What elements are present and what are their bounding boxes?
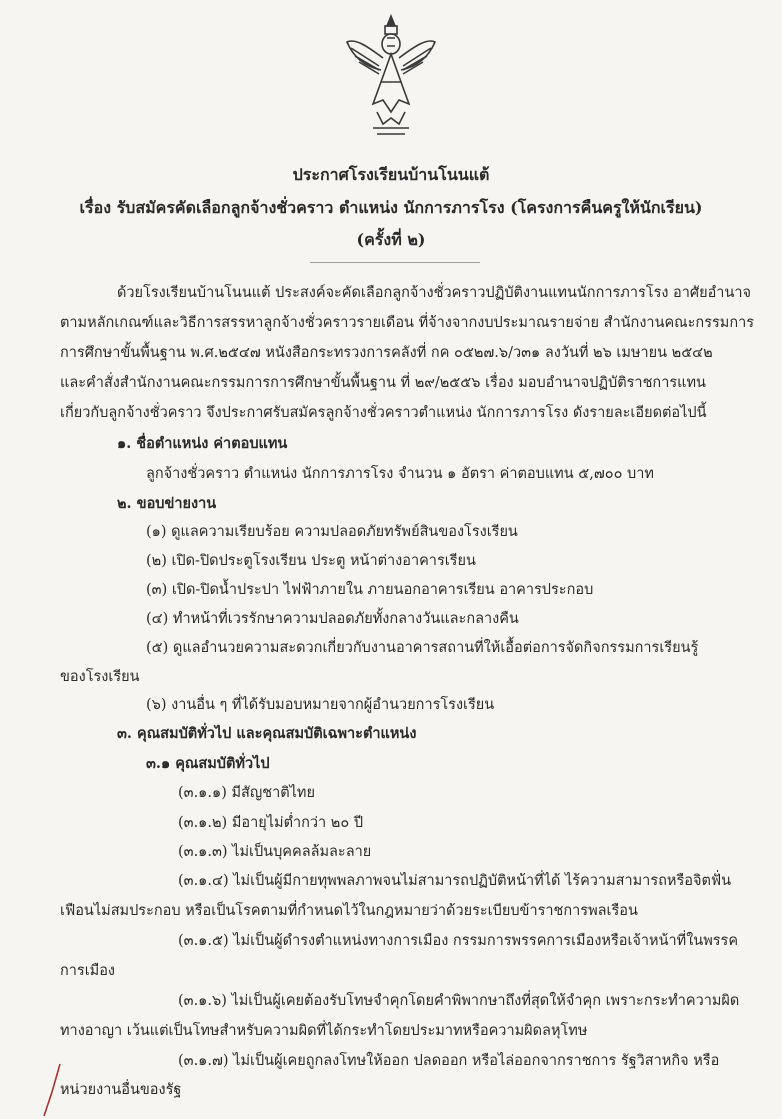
body-line: (๓.๑.๖) ไม่เป็นผู้เคยต้องรับโทษจำคุกโดยคำพิพากษาถึงที่สุดให้จำคุก เพราะกระทำความผิด xyxy=(178,993,740,1009)
body-line: (๓.๑.๒) มีอายุไม่ต่ำกว่า ๒๐ ปี xyxy=(178,815,364,831)
body-line: ด้วยโรงเรียนบ้านโนนแต้ ประสงค์จะคัดเลือกลูกจ้างชั่วคราวปฏิบัติงานแทนนักการภารโรง อาศัยอำนาจ xyxy=(117,285,751,301)
body-line: (๔) ทำหน้าที่เวรรักษาความปลอดภัยทั้งกลางวันและกลางคืน xyxy=(146,611,519,627)
body-line: (๕) ดูแลอำนวยความสะดวกเกี่ยวกับงานอาคารสถานที่ให้เอื้อต่อการจัดกิจกรรมการเรียนรู้ xyxy=(146,640,699,656)
section-heading: ๓. คุณสมบัติทั่วไป และคุณสมบัติเฉพาะตำแหน่ง xyxy=(117,725,417,742)
body-line: (๓.๑.๑) มีสัญชาติไทย xyxy=(178,785,315,801)
body-line: (๓.๑.๕) ไม่เป็นผู้ดำรงตำแหน่งทางการเมือง กรรมการพรรคการเมืองหรือเจ้าหน้าที่ในพรรค xyxy=(178,933,739,949)
body-line: (๓.๑.๗) ไม่เป็นผู้เคยถูกลงโทษให้ออก ปลดออก หรือไล่ออกจากราชการ รัฐวิสาหกิจ หรือ xyxy=(178,1053,720,1069)
body-line: การศึกษาขั้นพื้นฐาน พ.ศ.๒๕๔๗ หนังสือกระทรวงการคลังที่ กค ๐๕๒๗.๖/ว๓๑ ลงวันที่ ๒๖ เมษายน ๒๕๔๒ xyxy=(60,345,713,361)
body-line: ลูกจ้างชั่วคราว ตำแหน่ง นักการภารโรง จำนวน ๑ อัตรา ค่าตอบแทน ๕,๗๐๐ บาท xyxy=(146,466,654,482)
section-heading: ๒. ขอบข่ายงาน xyxy=(117,495,217,512)
body-line: (๓.๑.๔) ไม่เป็นผู้มีกายทุพพลภาพจนไม่สามารถปฏิบัติหน้าที่ได้ ไร้ความสามารถหรือจิตฟั่น xyxy=(178,873,732,889)
body-line: และคำสั่งสำนักงานคณะกรรมการการศึกษาขั้นพื้นฐาน ที่ ๒๙/๒๕๕๖ เรื่อง มอบอำนาจปฏิบัติราชการแทน xyxy=(60,375,706,391)
body-line: (๓.๑.๓) ไม่เป็นบุคคลล้มละลาย xyxy=(178,844,372,860)
body-line: เฟือนไม่สมประกอบ หรือเป็นโรคตามที่กำหนดไว้ในกฎหมายว่าด้วยระเบียบข้าราชการพลเรือน xyxy=(60,903,638,919)
body-line: การเมือง xyxy=(60,963,116,979)
body-line: (๖) งานอื่น ๆ ที่ได้รับมอบหมายจากผู้อำนวยการโรงเรียน xyxy=(146,697,495,713)
body-line: (๒) เปิด-ปิดประตูโรงเรียน ประตู หน้าต่างอาคารเรียน xyxy=(146,553,476,569)
body-line: ตามหลักเกณฑ์และวิธีการสรรหาลูกจ้างชั่วคราวรายเดือน ที่จ้างจากงบประมาณรายจ่าย สำนักงานคณะกรรมการ xyxy=(60,315,755,331)
document-round: (ครั้งที่ ๒) xyxy=(356,230,426,249)
body-line: ของโรงเรียน xyxy=(60,669,140,685)
document-subject: เรื่อง รับสมัครคัดเลือกลูกจ้างชั่วคราว ตำแหน่ง นักการภารโรง (โครงการคืนครูให้นักเรียน) xyxy=(79,198,703,217)
document-title: ประกาศโรงเรียนบ้านโนนแต้ xyxy=(292,165,490,184)
garuda-emblem-icon xyxy=(343,12,439,138)
body-line: หน่วยงานอื่นของรัฐ xyxy=(60,1082,182,1098)
body-line: (๓) เปิด-ปิดน้ำประปา ไฟฟ้าภายใน ภายนอกอาคารเรียน อาคารประกอบ xyxy=(146,582,594,598)
body-line: ทางอาญา เว้นแต่เป็นโทษสำหรับความผิดที่ได้กระทำโดยประมาทหรือความผิดลหุโทษ xyxy=(60,1023,588,1039)
title-divider xyxy=(310,262,480,263)
section-heading: ๓.๑ คุณสมบัติทั่วไป xyxy=(146,755,270,772)
pen-mark-icon xyxy=(38,1062,66,1118)
body-line: (๑) ดูแลความเรียบร้อย ความปลอดภัยทรัพย์สินของโรงเรียน xyxy=(146,524,518,540)
body-line: เกี่ยวกับลูกจ้างชั่วคราว จึงประกาศรับสมัครลูกจ้างชั่วคราวตำแหน่ง นักการภารโรง ดังรายละเอียดต่อไปนี้ xyxy=(60,405,707,421)
section-heading: ๑. ชื่อตำแหน่ง ค่าตอบแทน xyxy=(117,435,288,452)
